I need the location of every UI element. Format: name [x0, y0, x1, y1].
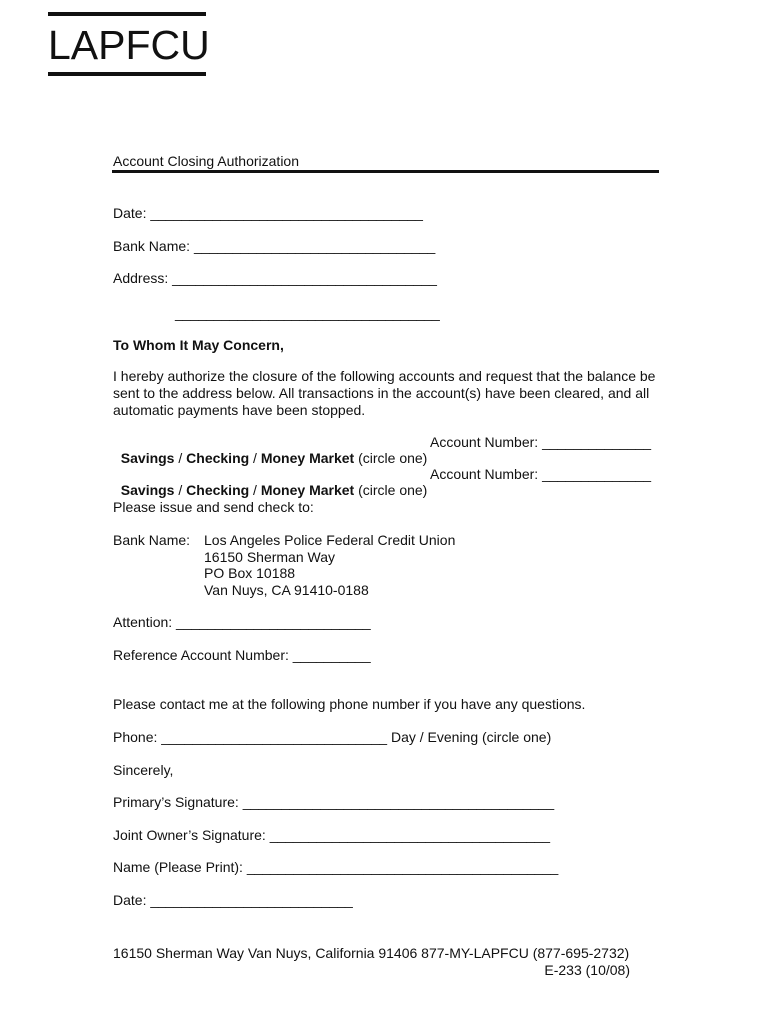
account-number-blank[interactable]: ______________	[542, 466, 652, 482]
account-number-field[interactable]	[430, 434, 651, 450]
print-name-label: Name (Please Print):	[113, 859, 243, 875]
print-name-field[interactable]	[113, 859, 558, 875]
circle-one-note: (circle one)	[354, 482, 428, 498]
joint-signature-field[interactable]	[113, 827, 550, 843]
reference-account-field[interactable]	[113, 647, 371, 663]
salutation: To Whom It May Concern,	[113, 337, 284, 353]
title-divider	[112, 170, 659, 173]
signature-date-field[interactable]	[113, 892, 353, 908]
address-field[interactable]	[113, 270, 437, 286]
attention-blank[interactable]: _________________________	[176, 614, 371, 630]
form-title: Account Closing Authorization	[113, 153, 299, 169]
footer	[113, 945, 630, 978]
payee-line: Van Nuys, CA 91410-0188	[204, 581, 369, 598]
joint-signature-blank[interactable]: ____________________________________	[269, 827, 550, 843]
primary-signature-label: Primary’s Signature:	[113, 794, 239, 810]
bank-name-label: Bank Name:	[113, 238, 191, 254]
separator: /	[249, 450, 261, 466]
address-blank[interactable]: __________________________________	[172, 270, 437, 286]
phone-field[interactable]	[113, 729, 551, 745]
payee-address	[204, 532, 455, 598]
account-number-field[interactable]	[430, 466, 651, 482]
reference-account-label: Reference Account Number:	[113, 647, 289, 663]
print-name-blank[interactable]: ________________________________________	[246, 859, 559, 875]
account-number-label: Account Number:	[430, 466, 539, 482]
bank-name-blank[interactable]: _______________________________	[193, 238, 436, 254]
payee-bank-label: Bank Name:	[113, 532, 191, 548]
date-field[interactable]	[113, 205, 423, 221]
account-number-blank[interactable]: ______________	[542, 434, 652, 450]
option-money-market[interactable]: Money Market	[260, 482, 355, 498]
payee-line: Los Angeles Police Federal Credit Union	[204, 532, 456, 548]
separator: /	[174, 450, 187, 466]
option-money-market[interactable]: Money Market	[260, 450, 355, 466]
account-number-label: Account Number:	[430, 434, 539, 450]
address-blank-2[interactable]: __________________________________	[175, 305, 440, 321]
signature-date-label: Date:	[113, 892, 147, 908]
attention-label: Attention:	[113, 614, 173, 630]
payee-line: PO Box 10188	[204, 565, 296, 581]
phone-blank[interactable]: _____________________________	[161, 729, 388, 745]
separator: /	[174, 482, 187, 498]
authorization-paragraph: I hereby authorize the closure of the following accounts and request that the balance be sent to the address below. All transactions in the account(s) have been cleared, and all automatic payments have been stopped.	[113, 368, 656, 418]
footer-address: 16150 Sherman Way Van Nuys, California 91406 877-MY-LAPFCU (877-695-2732)	[113, 945, 630, 961]
date-label: Date:	[113, 205, 147, 221]
reference-account-blank[interactable]: __________	[292, 647, 371, 663]
phone-label: Phone:	[113, 729, 158, 745]
day-evening-option[interactable]: Day / Evening (circle one)	[390, 729, 552, 745]
joint-signature-label: Joint Owner’s Signature:	[113, 827, 266, 843]
primary-signature-field[interactable]	[113, 794, 554, 810]
date-blank[interactable]: ___________________________________	[150, 205, 423, 221]
primary-signature-blank[interactable]: ________________________________________	[242, 794, 555, 810]
lapfcu-logo	[48, 12, 210, 76]
contact-text: Please contact me at the following phone number if you have any questions.	[113, 696, 586, 712]
option-checking[interactable]: Checking	[186, 450, 250, 466]
closing-text: Sincerely,	[113, 762, 174, 778]
issue-check-text: Please issue and send check to:	[113, 499, 314, 515]
option-checking[interactable]: Checking	[186, 482, 250, 498]
logo-bottom-rule	[48, 72, 206, 76]
attention-field[interactable]	[113, 614, 371, 630]
option-savings[interactable]: Savings	[120, 450, 175, 466]
address-label: Address:	[113, 270, 169, 286]
circle-one-note: (circle one)	[354, 450, 428, 466]
logo-text: LAPFCU	[48, 22, 210, 68]
option-savings[interactable]: Savings	[120, 482, 175, 498]
separator: /	[249, 482, 261, 498]
signature-date-blank[interactable]: __________________________	[150, 892, 353, 908]
form-code: E-233 (10/08)	[544, 961, 630, 978]
bank-name-field[interactable]	[113, 238, 435, 254]
payee-line: 16150 Sherman Way	[204, 548, 335, 565]
